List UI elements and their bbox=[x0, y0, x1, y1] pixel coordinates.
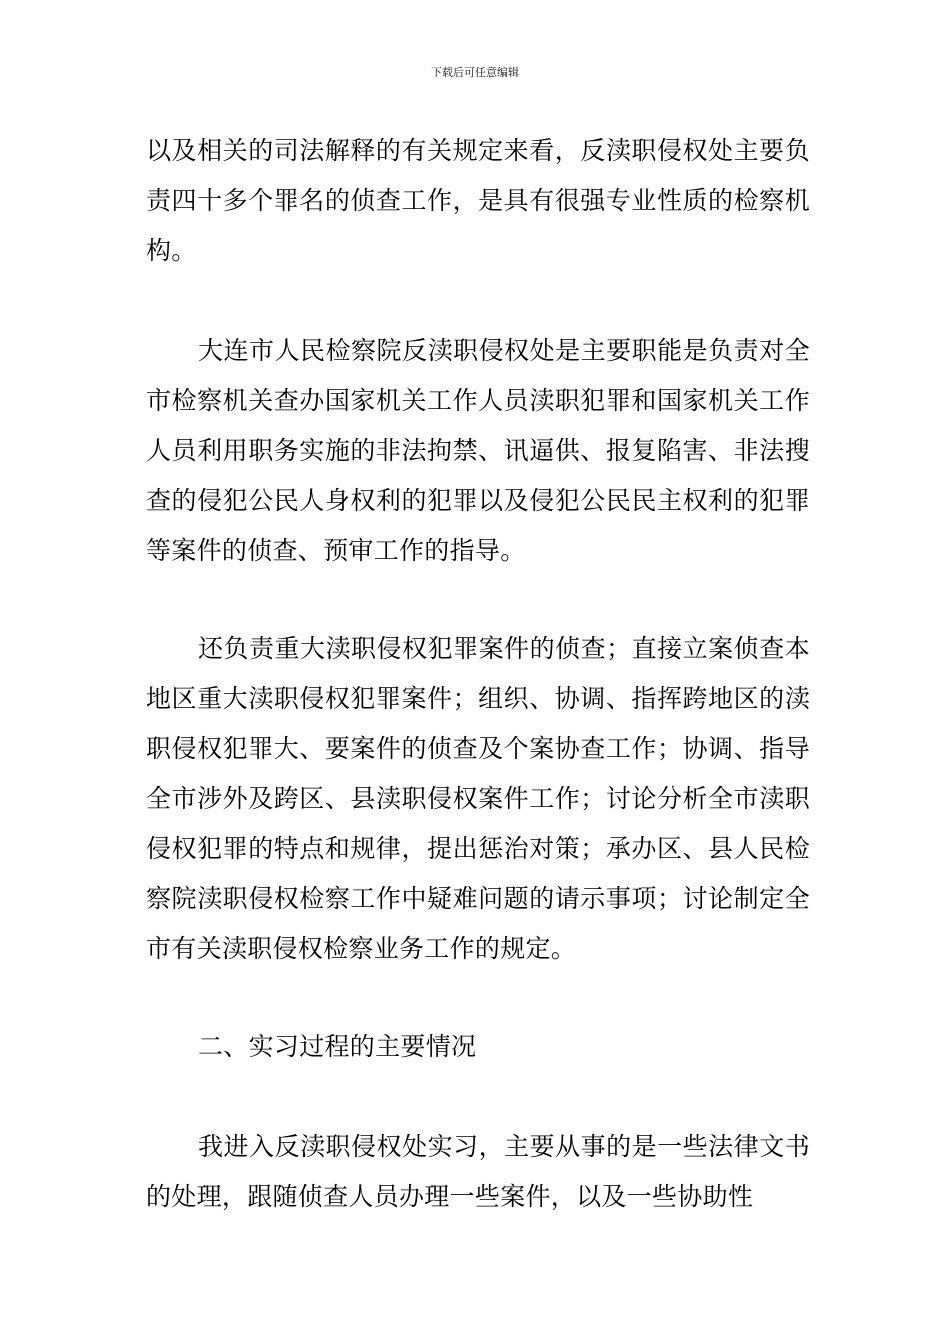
paragraph-text: 还负责重大渎职侵权犯罪案件的侦查；直接立案侦查本地区重大渎职侵权犯罪案件；组织、协调、指挥跨地区的渎职侵权犯罪大、要案件的侦查及个案协查工作；协调、指导全市涉外及跨区、县渎职侵权案件工作；讨论分析全市渎职侵权犯罪的特点和规律，提出惩治对策；承办区、县人民检察院渎职侵权检察工作中疑难问题的请示事项；讨论制定全市有关渎职侵权检察业务工作的规定。 bbox=[146, 634, 810, 963]
paragraph-text: 以及相关的司法解释的有关规定来看，反渎职侵权处主要负责四十多个罪名的侦查工作，是具有很强专业性质的检察机构。 bbox=[146, 136, 810, 265]
body-paragraph-2 bbox=[146, 326, 810, 576]
body-paragraph-4 bbox=[146, 1122, 810, 1222]
paragraph-text: 大连市人民检察院反渎职侵权处是主要职能是负责对全市检察机关查办国家机关工作人员渎职犯罪和国家机关工作人员利用职务实施的非法拘禁、讯逼供、报复陷害、非法搜查的侵犯公民人身权利的犯罪以及侵犯公民民主权利的犯罪等案件的侦查、预审工作的指导。 bbox=[146, 336, 810, 565]
paragraph-text: 我进入反渎职侵权处实习，主要从事的是一些法律文书的处理，跟随侦查人员办理一些案件，以及一些协助性 bbox=[146, 1132, 810, 1211]
page-header: 下载后可任意编辑 bbox=[431, 66, 519, 79]
section-heading-text: 二、实习过程的主要情况 bbox=[198, 1032, 477, 1061]
body-paragraph-3 bbox=[146, 624, 810, 974]
body-paragraph-1 bbox=[146, 126, 810, 276]
section-heading bbox=[146, 1022, 810, 1072]
